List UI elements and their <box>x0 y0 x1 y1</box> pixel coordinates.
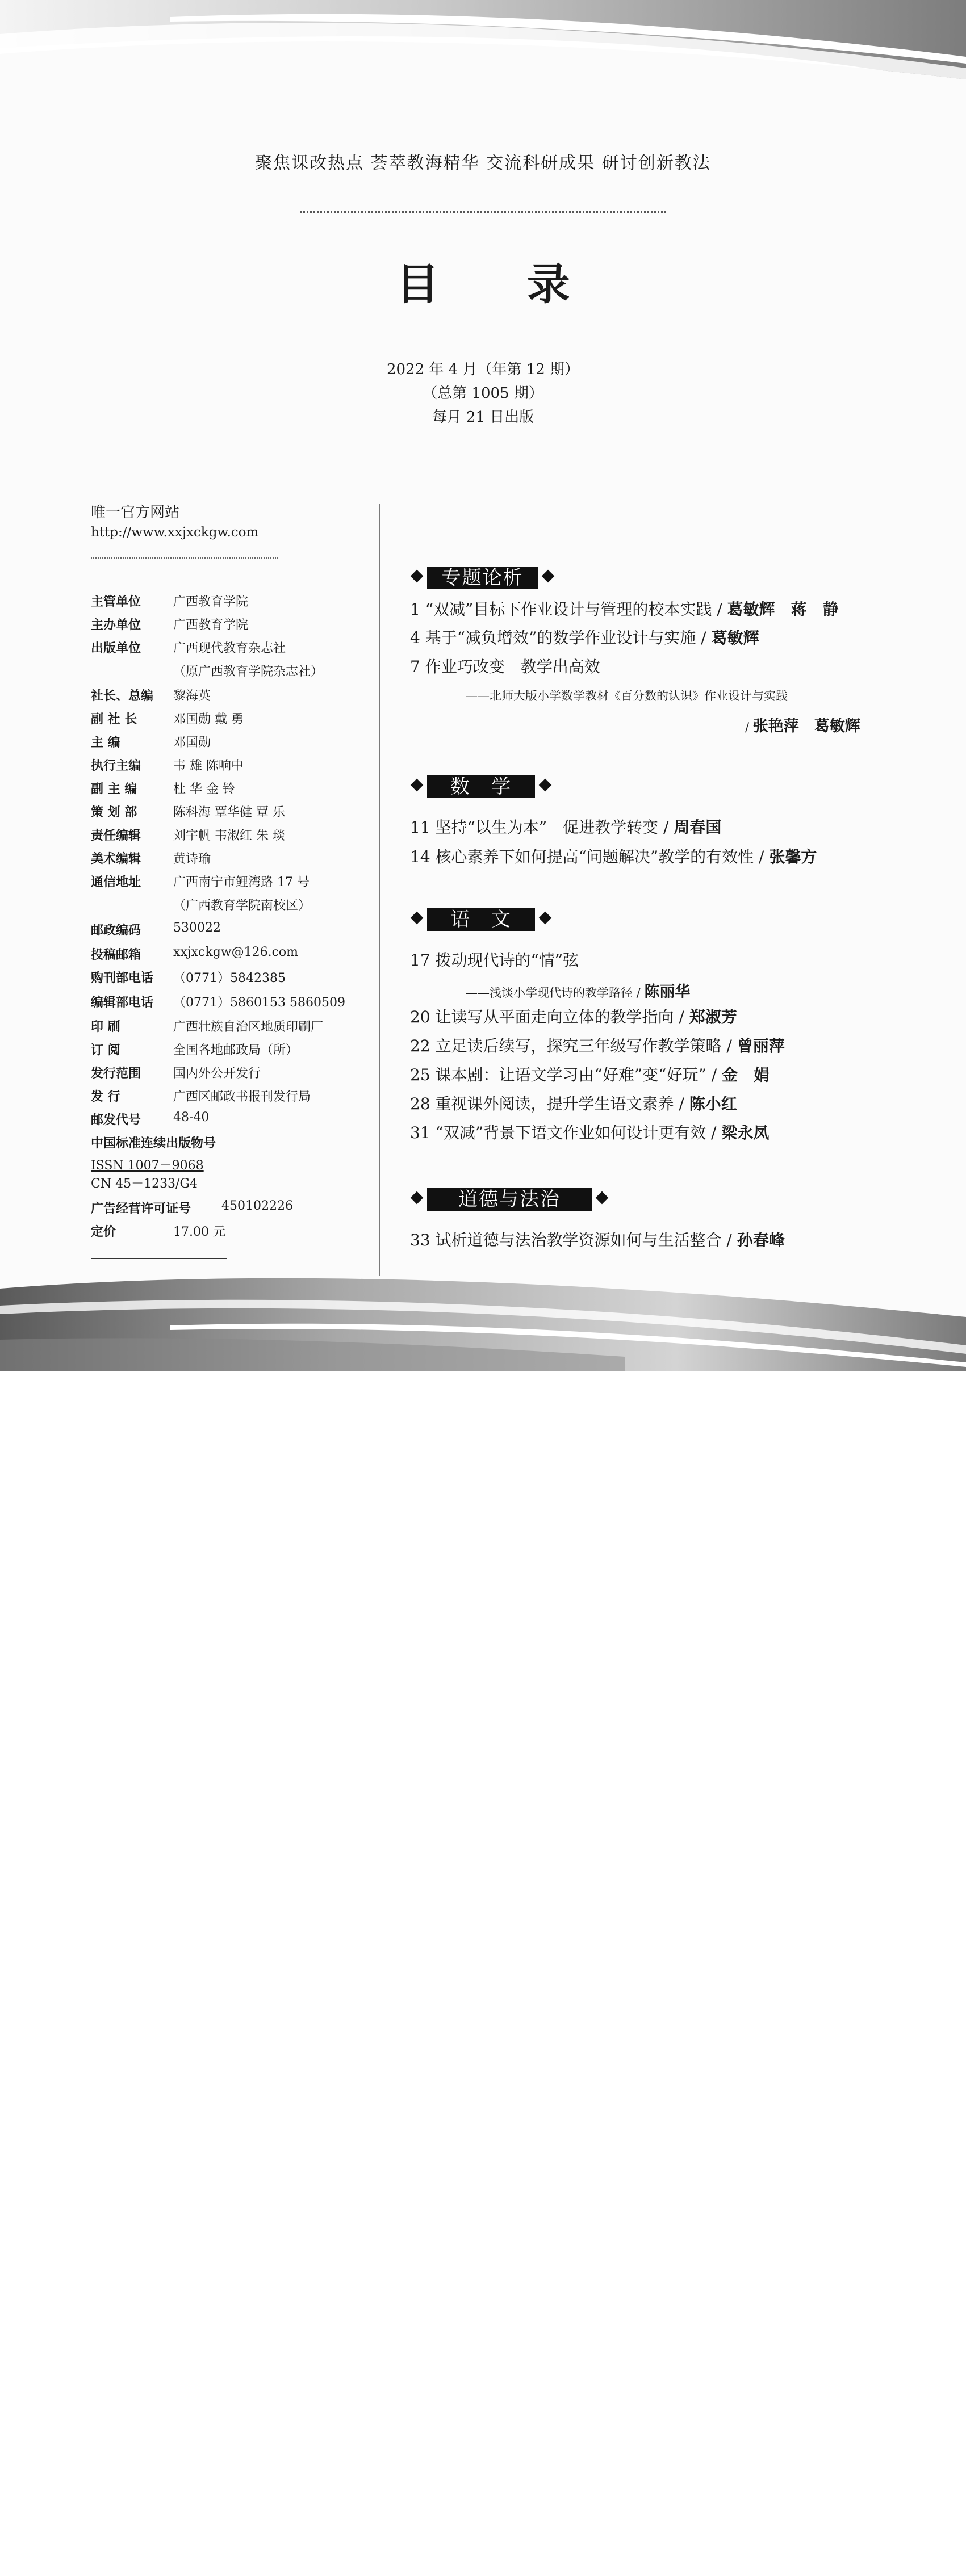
diamond-icon <box>596 1191 609 1205</box>
info-key: 副 主 编 <box>91 782 137 796</box>
entry-subtitle <box>466 687 788 704</box>
entry-title: 1 “双减”目标下作业设计与管理的校本实践 / <box>410 600 727 619</box>
section-title: 语 文 <box>427 908 535 931</box>
subtitle-text: ——北师大版小学数学教材《百分数的认识》作业设计与实践 <box>466 689 788 703</box>
info-key: 邮政编码 <box>91 924 141 938</box>
info-key: 责任编辑 <box>91 829 141 843</box>
info-key: 执行主编 <box>91 759 141 773</box>
info-value: 530022 <box>173 921 221 935</box>
info-key: 编辑部电话 <box>91 996 154 1010</box>
info-key: 社长、总编 <box>91 689 154 703</box>
entry-author: 孙春峰 <box>737 1231 785 1249</box>
info-key: 发行范围 <box>91 1067 141 1081</box>
info-value: 刘宇帆 韦淑红 朱 琰 <box>173 829 285 843</box>
info-value: 黎海英 <box>173 689 211 703</box>
entry-title: 4 基于“减负增效”的数学作业设计与实施 / <box>410 628 712 647</box>
entry-title: 17 拨动现代诗的“情”弦 <box>410 951 579 970</box>
info-value: 邓国勋 <box>173 736 211 750</box>
entry-author: 葛敏辉 <box>711 628 759 647</box>
info-key: 定价 <box>91 1225 116 1239</box>
diamond-icon <box>411 570 424 583</box>
entry-author: 周春国 <box>674 818 722 837</box>
diamond-icon <box>411 1191 424 1205</box>
entry-author: 张艳萍 葛敏辉 <box>752 718 860 735</box>
entry-author: 葛敏辉 蒋 静 <box>727 600 839 619</box>
section-title: 数 学 <box>427 775 535 798</box>
toc-entry[interactable] <box>410 597 839 620</box>
entry-author: 梁永凤 <box>721 1123 770 1142</box>
toc-entry[interactable] <box>410 1034 785 1056</box>
info-key: 主办单位 <box>91 618 141 632</box>
info-key: 订 阅 <box>91 1043 120 1058</box>
entry-title: 11 坚持“以生为本” 促进教学转变 / <box>410 818 674 837</box>
diamond-icon <box>539 912 552 925</box>
cn-number: CN 45－1233/G4 <box>91 1177 198 1191</box>
info-key: 广告经营许可证号 <box>91 1202 191 1216</box>
toc-entry[interactable] <box>410 845 817 867</box>
sidebar-bottom-rule <box>91 1258 227 1259</box>
toc-entry[interactable] <box>410 1121 769 1143</box>
info-value: 黄诗瑜 <box>173 852 211 866</box>
info-key: 副 社 长 <box>91 712 137 727</box>
info-value: 广西南宁市鲤湾路 17 号 <box>173 875 310 890</box>
info-value: （0771）5842385 <box>173 971 286 985</box>
entry-title: 20 让读写从平面走向立体的教学指向 / <box>410 1008 689 1026</box>
top-swoosh-decoration <box>0 0 966 99</box>
diamond-icon <box>411 779 424 792</box>
toc-entry[interactable] <box>410 626 759 648</box>
info-value: （0771）5860153 5860509 <box>173 996 345 1010</box>
info-value: 杜 华 金 铃 <box>173 782 235 796</box>
entry-title: 33 试析道德与法治教学资源如何与生活整合 / <box>410 1231 737 1249</box>
info-value: （广西教育学院南校区） <box>173 899 311 913</box>
section-header-shuxue <box>410 775 552 798</box>
entry-title: 14 核心素养下如何提高“问题解决”教学的有效性 / <box>410 848 770 866</box>
column-divider <box>379 504 380 1276</box>
info-key: 通信地址 <box>91 875 141 890</box>
issue-date: 2022 年 4 月（年第 12 期） <box>386 361 580 378</box>
info-key: 投稿邮箱 <box>91 948 141 962</box>
section-title: 道德与法治 <box>427 1188 592 1211</box>
toc-entry[interactable] <box>410 948 579 971</box>
entry-subtitle <box>745 714 860 736</box>
info-key: 主管单位 <box>91 595 141 609</box>
info-key: 出版单位 <box>91 641 141 656</box>
info-value: xxjxckgw@126.com <box>173 945 299 959</box>
entry-author: 陈小红 <box>689 1094 737 1113</box>
subtitle-text: ——浅谈小学现代诗的教学路径 / <box>466 986 645 1000</box>
info-value: 广西壮族自治区地质印刷厂 <box>173 1020 324 1034</box>
info-value: 全国各地邮政局（所） <box>173 1043 299 1058</box>
entry-subtitle <box>466 979 690 1001</box>
info-value: 国内外公开发行 <box>173 1067 261 1081</box>
sidebar-divider <box>91 557 278 559</box>
divider <box>300 211 666 213</box>
toc-entry[interactable] <box>410 655 600 677</box>
issue-publish-day: 每月 21 日出版 <box>432 409 534 426</box>
issn: ISSN 1007－9068 <box>91 1159 204 1173</box>
toc-entry[interactable] <box>410 1092 737 1114</box>
middle-swoosh-decoration <box>0 1272 966 1371</box>
info-value: 陈科海 覃华健 覃 乐 <box>173 805 285 820</box>
toc-entry[interactable] <box>410 1063 770 1085</box>
section-header-zhuanti <box>410 567 555 589</box>
entry-author: 金 娟 <box>722 1065 770 1084</box>
entry-author: 郑淑芳 <box>689 1008 737 1026</box>
diamond-icon <box>411 912 424 925</box>
section-header-daode <box>410 1188 609 1211</box>
diamond-icon <box>539 779 552 792</box>
entry-title: 28 重视课外阅读，提升学生语文素养 / <box>410 1094 689 1113</box>
page-title: 目 录 <box>396 259 607 309</box>
info-value: （原广西教育学院杂志社） <box>173 665 324 679</box>
info-value: 韦 雄 陈响中 <box>173 759 244 773</box>
info-value: 广西教育学院 <box>173 595 249 609</box>
entry-title: 25 课本剧：让语文学习由“好难”变“好玩” / <box>410 1065 722 1084</box>
info-key: 发 行 <box>91 1090 120 1104</box>
toc-entry[interactable] <box>410 815 721 838</box>
info-key: 购刊部电话 <box>91 971 154 985</box>
info-value: 广西现代教育杂志社 <box>173 641 286 656</box>
second-page-background <box>0 1371 966 2576</box>
info-value: 广西区邮政书报刊发行局 <box>173 1090 311 1104</box>
entry-title: 31 “双减”背景下语文作业如何设计更有效 / <box>410 1123 722 1142</box>
info-key: 策 划 部 <box>91 805 137 820</box>
subtitle-text: / <box>745 720 753 734</box>
info-key: 美术编辑 <box>91 852 141 866</box>
entry-author: 曾丽萍 <box>737 1037 785 1055</box>
entry-title: 7 作业巧改变 教学出高效 <box>410 657 600 676</box>
website-url[interactable]: http://www.xxjxckgw.com <box>91 525 259 540</box>
slogan: 聚焦课改热点 荟萃教海精华 交流科研成果 研讨创新教法 <box>255 153 711 173</box>
website-label: 唯一官方网站 <box>91 504 180 521</box>
info-value: 48-40 <box>173 1110 210 1125</box>
info-key: 印 刷 <box>91 1020 120 1034</box>
info-value: 450102226 <box>221 1199 293 1213</box>
toc-entry[interactable] <box>410 1005 737 1027</box>
info-value: 广西教育学院 <box>173 618 249 632</box>
diamond-icon <box>542 570 555 583</box>
entry-author: 张馨方 <box>769 848 817 866</box>
section-header-yuwen <box>410 908 552 931</box>
info-value: 17.00 元 <box>173 1225 225 1239</box>
toc-entry[interactable] <box>410 1228 785 1251</box>
entry-title: 22 立足读后续写，探究三年级写作教学策略 / <box>410 1037 737 1055</box>
info-key: 主 编 <box>91 736 120 750</box>
section-title: 专题论析 <box>427 567 538 589</box>
info-value: 邓国勋 戴 勇 <box>173 712 244 727</box>
info-key: 中国标准连续出版物号 <box>91 1136 216 1151</box>
issue-total: （总第 1005 期） <box>423 385 543 402</box>
info-key: 邮发代号 <box>91 1113 141 1127</box>
entry-author: 陈丽华 <box>644 983 691 1001</box>
